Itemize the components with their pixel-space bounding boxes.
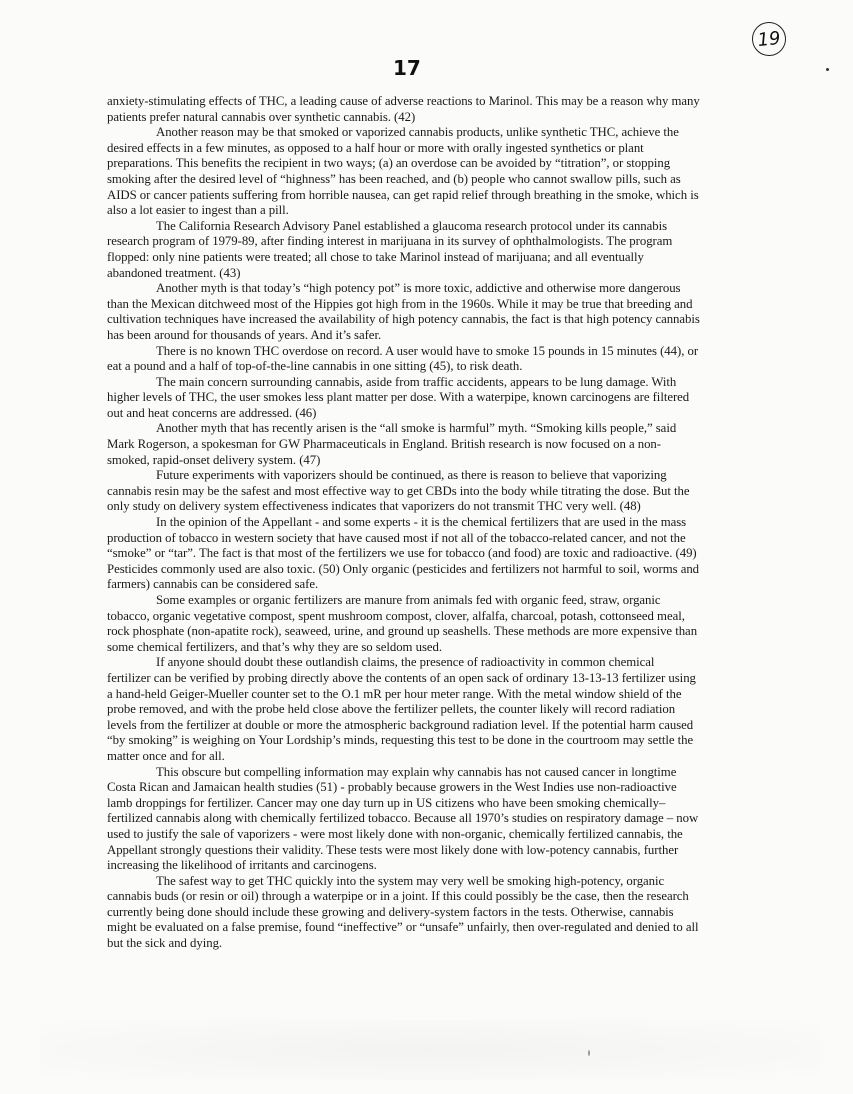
paragraph: Future experiments with vaporizers should be continued, as there is reason to believe that vaporizing cannabis resin may be the safest and most effective way to get CBDs into the body while titrating the dose. But the only study on delivery system effectiveness indicates that vaporizers do not transmit THC very well. (48)	[107, 468, 690, 514]
paragraph: Another myth is that today’s “high potency pot” is more toxic, addictive and otherwise more dangerous than the Mexican ditchweed most of the Hippies got high from in the 1960s. While it may be true that breeding and cultivation techniques have increased the availability of high potency cannabis, the fact is that high potency cannabis has been around for thousands of years. And it’s safer.	[107, 281, 700, 342]
paragraph: There is no known THC overdose on record. A user would have to smoke 15 pounds in 15 minutes (44), or eat a pound and a half of top-of-the-line cannabis in one sitting (45), to risk death.	[107, 343, 699, 374]
paragraph: If anyone should doubt these outlandish claims, the presence of radioactivity in common chemical fertilizer can be verified by probing directly above the contents of an open sack of ordinary 13-13-13 fertilizer using a hand-held Geiger-Mueller counter set to the O.1 mR per hour meter range. With the metal window shield of the probe removed, and with the probe held close above the fertilizer pellets, the counter likely will record radiation levels from the fertilizer at double or more the atmospheric background radiation level. If the potential harm caused “by smoking” is weighing on Your Lordship’s minds, requesting this test to be done in the courtroom may settle the matter once and for all.	[107, 655, 696, 763]
paragraph: Another reason may be that smoked or vaporized cannabis products, unlike synthetic THC, achieve the desired effects in a few minutes, as opposed to a half hour or more with orally ingested synthetics or plant preparations. This benefits the recipient in two ways; (a) an overdose can be avoided by “titration”, or stopping smoking after the desired level of “highness” has been reached, and (b) people who cannot swallow pills, such as AIDS or cancer patients suffering from horrible nausea, can get rapid relief through breathing in the smoke, which is also a lot easier to ingest than a pill.	[107, 125, 699, 218]
handwritten-page-number: 17	[393, 56, 421, 80]
body-text	[107, 94, 701, 952]
paragraph: Some examples or organic fertilizers are manure from animals fed with organic feed, straw, organic tobacco, organic vegetative compost, spent mushroom compost, clover, alfalfa, charcoal, potash, cottonseed meal, rock phosphate (non-apatite rock), seaweed, urine, and ground up seashells. These methods are more expensive than some chemical fertilizers, and that’s why they are so seldom used.	[107, 593, 698, 654]
paragraph: anxiety-stimulating effects of THC, a leading cause of adverse reactions to Marinol. This may be a reason why many patients prefer natural cannabis over synthetic cannabis. (42)	[107, 94, 700, 124]
paragraph: The safest way to get THC quickly into the system may very well be smoking high-potency, organic cannabis buds (or resin or oil) through a waterpipe or in a joint. If this could possibly be the case, then the research currently being done should include these growing and delivery-system factors in the tests. Otherwise, cannabis might be evaluated on a false premise, found “ineffective” or “unsafe” unfairly, then over-regulated and denied to all but the sick and dying.	[107, 873, 699, 951]
paragraph: The main concern surrounding cannabis, aside from traffic accidents, appears to be lung damage. With higher levels of THC, the user smokes less plant matter per dose. With a waterpipe, known carcinogens are filtered out and heat concerns are addressed. (46)	[107, 374, 690, 420]
circled-page-number	[750, 20, 787, 57]
paragraph: This obscure but compelling information may explain why cannabis has not caused cancer in longtime Costa Rican and Jamaican health studies (51) - probably because growers in the West Indies use non-radioactive lamb droppings for fertilizer. Cancer may one day turn up in US citizens who have been smoking chemically–fertilized cannabis along with chemically fertilized tobacco. Because all 1970’s studies on respiratory damage – now used to justify the sale of vaporizers - were most likely done with non-organic, chemically fertilized cannabis, the Appellant strongly questions their validity. These tests were most likely done with low-potency cannabis, further increasing the likelihood of irritants and carcinogens.	[107, 764, 699, 873]
scan-smudge	[40, 1020, 820, 1080]
scan-speck	[588, 1050, 590, 1056]
paragraph: Another myth that has recently arisen is the “all smoke is harmful” myth. “Smoking kills people,” said Mark Rogerson, a spokesman for GW Pharmaceuticals in England. British research is now focused on a non-smoked, rapid-onset delivery system. (47)	[107, 421, 677, 467]
paragraph: In the opinion of the Appellant - and some experts - it is the chemical fertilizers that are used in the mass production of tobacco in western society that have caused most if not all of the tobacco-related cancer, and not the “smoke” or “tar”. The fact is that most of the fertilizers we use for tobacco (and food) are toxic and radioactive. (49) Pesticides commonly used are also toxic. (50) Only organic (pesticides and fertilizers not harmful to soil, worms and farmers) cannabis can be considered safe.	[107, 515, 700, 592]
paragraph: The California Research Advisory Panel established a glaucoma research protocol under its cannabis research program of 1979-89, after finding interest in marijuana in its survey of ophthalmologists. The program flopped: only nine patients were treated; all chose to take Marinol instead of marijuana; and all eventually abandoned treatment. (43)	[107, 218, 673, 280]
scan-speck	[826, 68, 829, 71]
circled-page-number-text: 19	[756, 27, 782, 51]
